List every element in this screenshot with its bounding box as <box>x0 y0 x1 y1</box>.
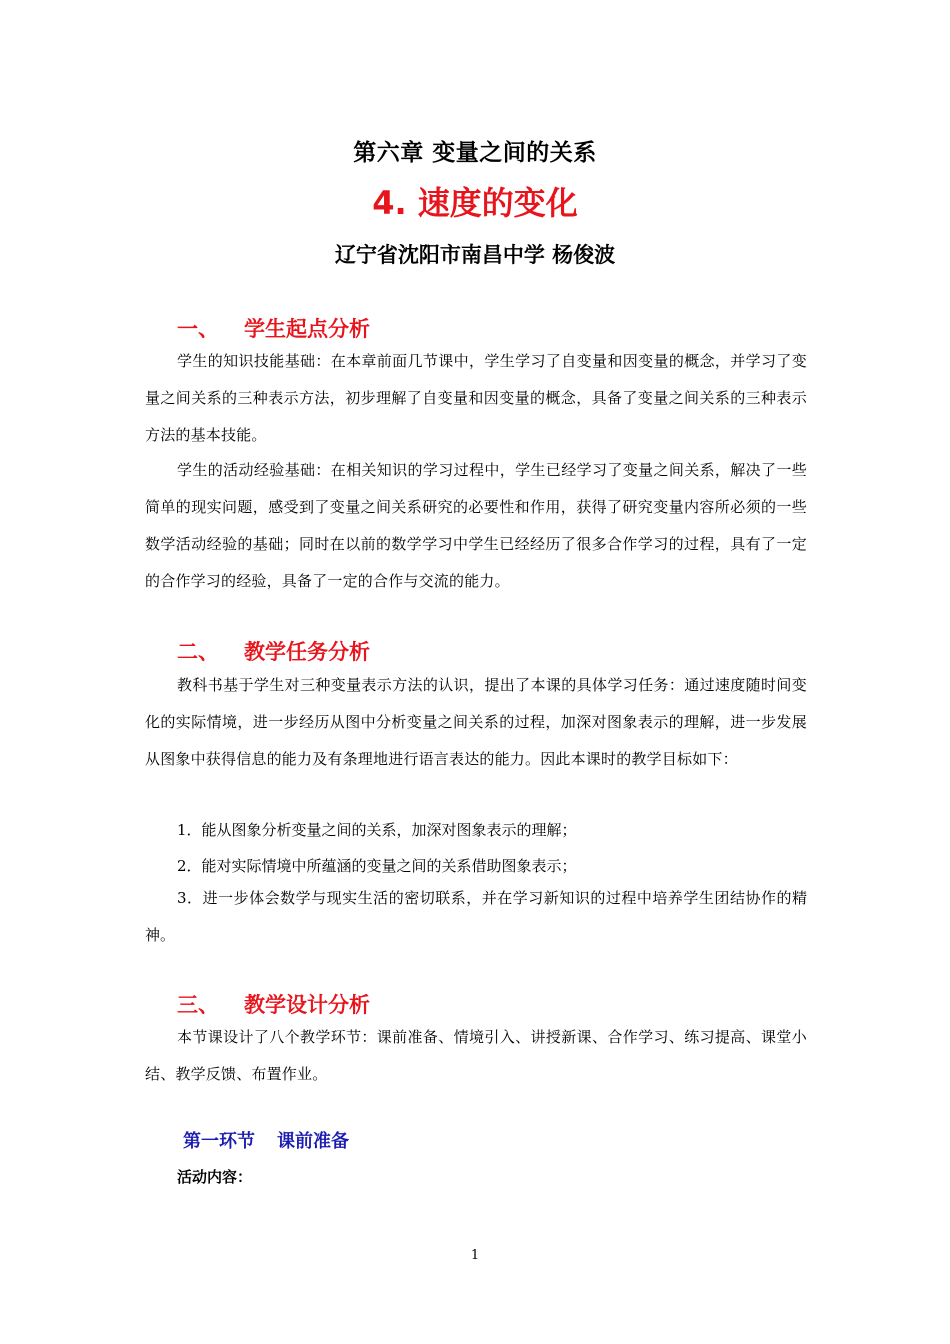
paragraph: 本节课设计了八个教学环节：课前准备、情境引入、讲授新课、合作学习、练习提高、课堂小结、教学反馈、布置作业。 <box>145 1028 807 1083</box>
paragraph: 学生的知识技能基础：在本章前面几节课中，学生学习了自变量和因变量的概念，并学习了变量之间关系的三种表示方法，初步理解了自变量和因变量的概念，具备了变量之间关系的三种表示方法的基本技能。 <box>145 352 807 444</box>
section-number: 一、 <box>177 317 219 341</box>
section-heading-2 <box>177 636 370 666</box>
chapter-title: 第六章 变量之间的关系 <box>353 140 597 166</box>
list-item: 2．能对实际情境中所蕴涵的变量之间的关系借助图象表示； <box>177 857 577 875</box>
page-number: 1 <box>470 1248 480 1263</box>
subsection-title: 课前准备 <box>277 1131 349 1152</box>
lesson-title: 4. 速度的变化 <box>372 184 578 222</box>
paragraph: 学生的活动经验基础：在相关知识的学习过程中，学生已经学习了变量之间关系，解决了一些简单的现实问题，感受到了变量之间关系研究的必要性和作用，获得了研究变量内容所必须的一些数学活动经验的基础；同时在以前的数学学习中学生已经经历了很多合作学习的过程，具有了一定的合作学习的经验，具备了一定的合作与交流的能力。 <box>145 461 807 590</box>
activity-label: 活动内容： <box>177 1168 253 1186</box>
section-heading-3 <box>177 989 370 1019</box>
section-title: 教学设计分析 <box>244 993 370 1017</box>
section-heading-1 <box>177 313 370 343</box>
list-item: 3．进一步体会数学与现实生活的密切联系，并在学习新知识的过程中培养学生团结协作的精神。 <box>145 889 807 944</box>
section-title: 学生起点分析 <box>244 317 370 341</box>
subsection-number: 第一环节 <box>183 1131 255 1152</box>
list-item: 1．能从图象分析变量之间的关系，加深对图象表示的理解； <box>177 821 577 839</box>
section-number: 三、 <box>177 993 219 1017</box>
author-line: 辽宁省沈阳市南昌中学 杨俊波 <box>334 243 616 267</box>
section-title: 教学任务分析 <box>244 640 370 664</box>
section-number: 二、 <box>177 640 219 664</box>
subsection-heading <box>183 1127 349 1153</box>
paragraph: 教科书基于学生对三种变量表示方法的认识，提出了本课的具体学习任务：通过速度随时间变化的实际情境，进一步经历从图中分析变量之间关系的过程，加深对图象表示的理解，进一步发展从图象中获得信息的能力及有条理地进行语言表达的能力。因此本课时的教学目标如下： <box>145 676 807 768</box>
